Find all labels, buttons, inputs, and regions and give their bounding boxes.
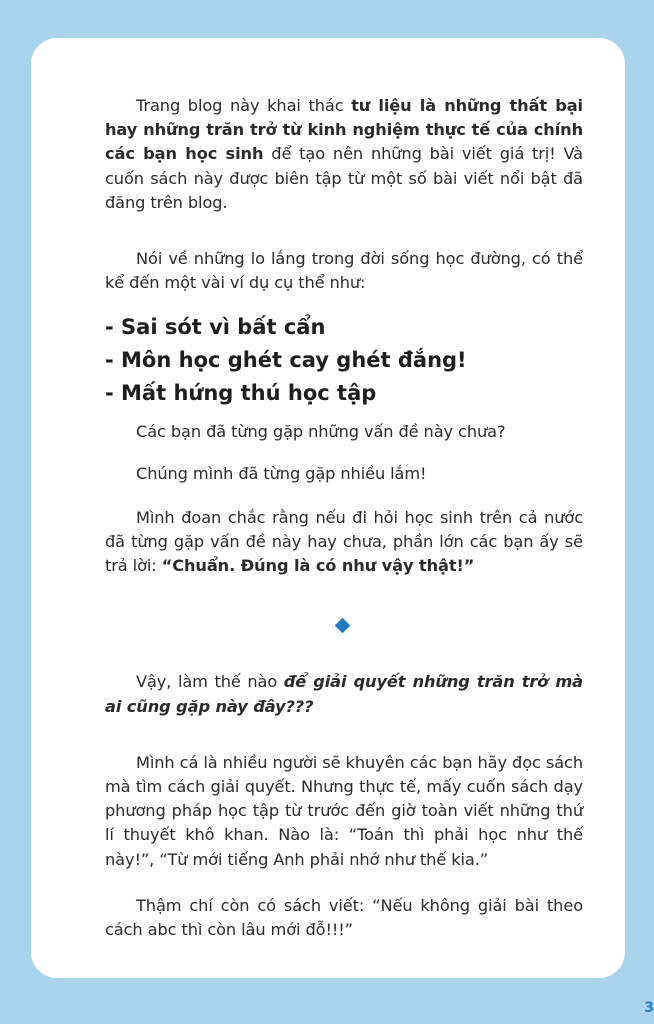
worry-item: - Môn học ghét cay ghét đắng! [105,348,467,373]
page-card [31,38,625,978]
page-content [105,94,583,942]
intro-text-end: để tạo nên những bài viết giá trị! Và cuốn sách này được biên tập từ một số bài viết nổi bật đã đăng trên blog. [105,144,583,212]
section-divider [105,610,583,646]
worry-item: - Sai sót vì bất cẩn [105,315,326,340]
worries-list [105,311,583,410]
page-number: 3 [644,1000,654,1016]
answer-paragraph: Chúng mình đã từng gặp nhiều lắm! [136,463,427,483]
worries-intro-paragraph: Nói về những lo lắng trong đời sống học đường, có thể kể đến một vài ví dụ cụ thể như: [105,249,583,293]
closing-paragraph: Thậm chí còn có sách viết: “Nếu không giải bài theo cách abc thì còn lâu mới đỗ!!!” [105,895,583,940]
survey-paragraph [105,506,583,579]
solution-paragraph [105,670,583,718]
diamond-icon [335,618,351,634]
question-paragraph: Các bạn đã từng gặp những vấn đề này chưa? [136,422,506,442]
advice-paragraph: Mình cá là nhiều người sẽ khuyên các bạn hãy đọc sách mà tìm cách giải quyết. Nhưng thực tế, mấy cuốn sách dạy phương pháp học tập từ trước đến giờ toàn viết những thứ lí thuyết khô khan. Nào là: “Toán thì phải học như thế này!”, “Từ mới tiếng Anh phải nhớ như thế kia.” [105,752,583,869]
solution-emphasis: để giải quyết những trăn trở mà ai cũng gặp này đây??? [105,672,583,716]
worry-item: - Mất hứng thú học tập [105,381,377,406]
intro-bold-text: tư liệu là những thất bại hay những trăn trở từ kinh nghiệm thực tế của chính các bạn học sinh [105,96,583,164]
solution-text: Vậy, làm thế nào [136,672,284,692]
intro-text-start: Trang blog này khai thác [136,96,352,115]
intro-paragraph [105,94,583,215]
survey-quote: “Chuẩn. Đúng là có như vậy thật!” [161,556,475,576]
survey-text: Mình đoan chắc rằng nếu đi hỏi học sinh trên cả nước đã từng gặp vấn đề này hay chưa, phần lớn các bạn ấy sẽ trả lời: [105,507,583,576]
